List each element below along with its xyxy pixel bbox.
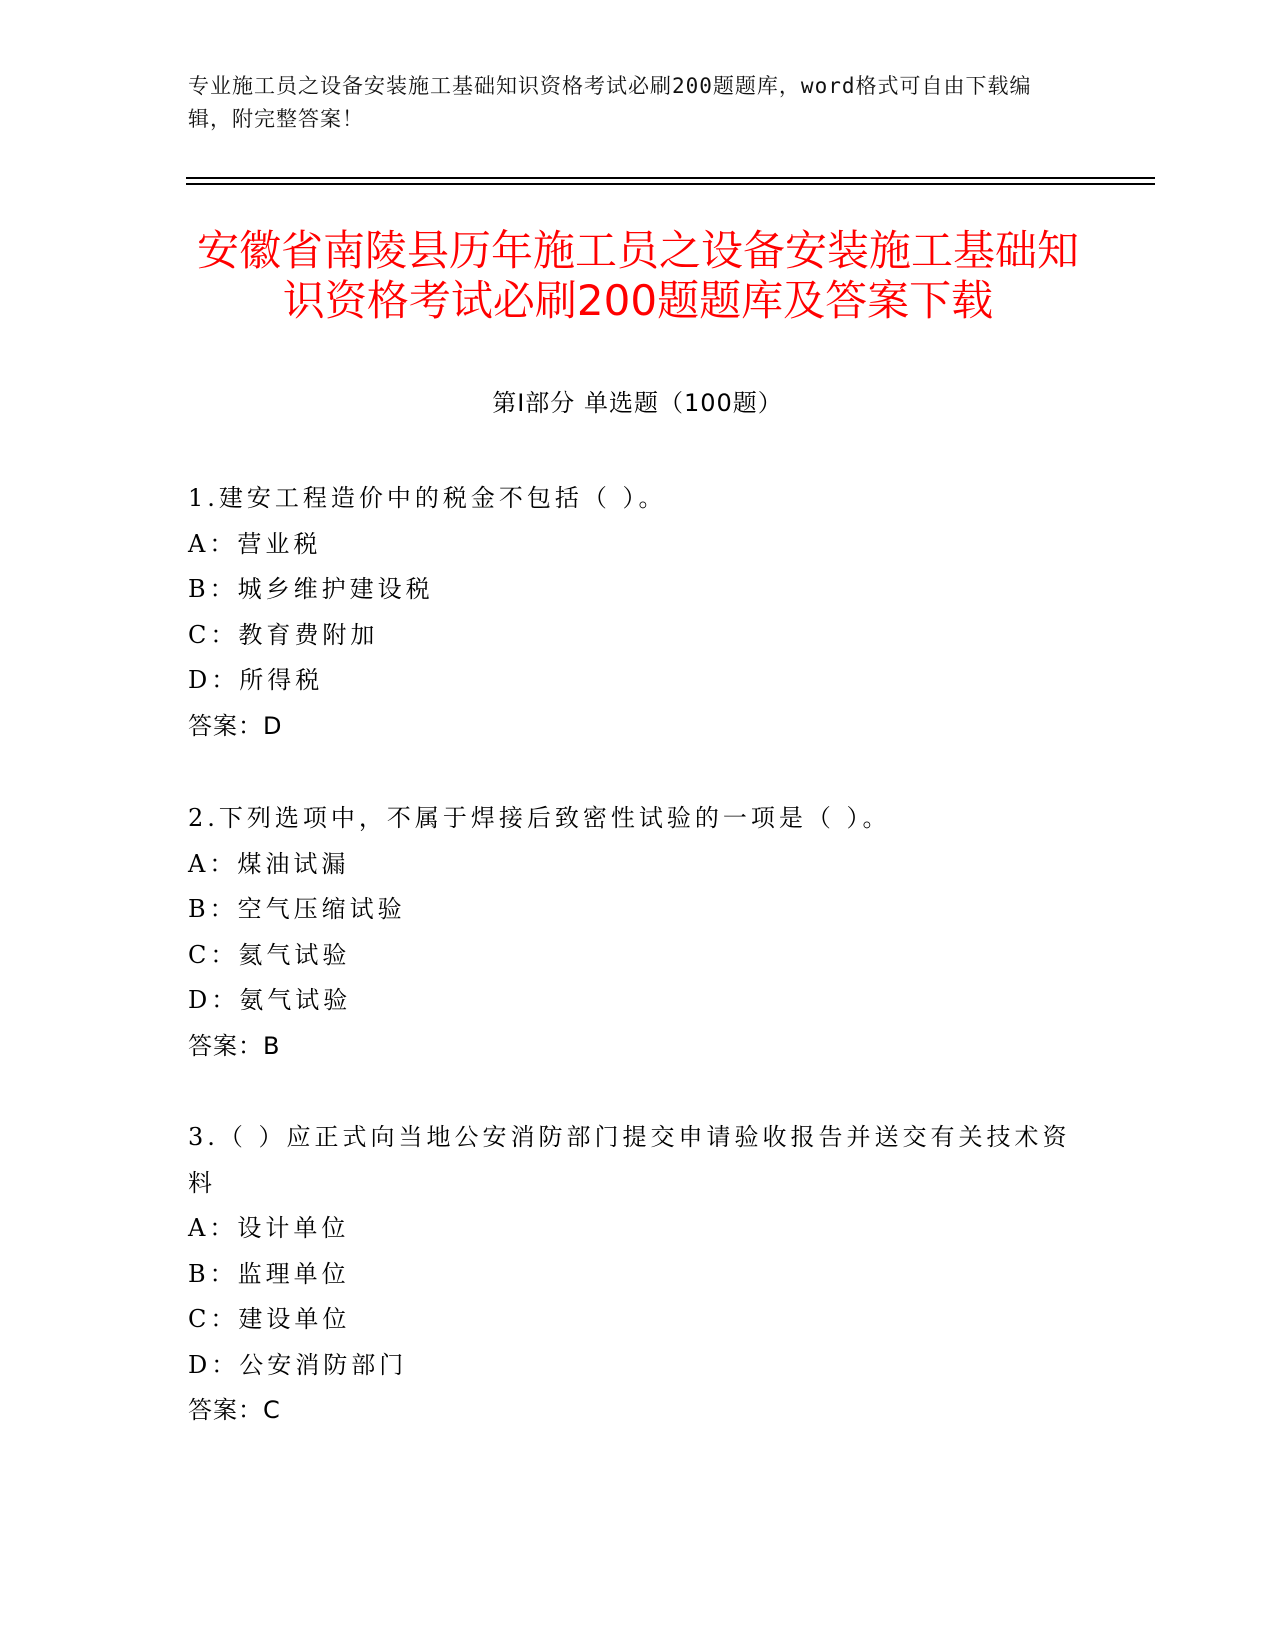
document-title: 安徽省南陵县历年施工员之设备安装施工基础知识资格考试必刷200题题库及答案下载 <box>196 226 1079 325</box>
question-block <box>188 476 1088 749</box>
question-stem: 2.下列选项中，不属于焊接后致密性试验的一项是（ ）。 <box>188 804 891 832</box>
header-note: 专业施工员之设备安装施工基础知识资格考试必刷200题题库，word格式可自由下载编辑，附完整答案！ <box>188 74 1032 131</box>
answer: 答案：D <box>188 711 283 740</box>
question-stem: 1.建安工程造价中的税金不包括（ ）。 <box>188 484 667 512</box>
answer: 答案：C <box>188 1396 281 1424</box>
option-d: D：公安消防部门 <box>188 1350 408 1379</box>
question-block <box>188 1115 1088 1434</box>
header-divider-bottom <box>186 183 1155 185</box>
question-block <box>188 796 1088 1069</box>
option-b: B：监理单位 <box>188 1259 350 1288</box>
question-stem: 3.（ ）应正式向当地公安消防部门提交申请验收报告并送交有关技术资料 <box>188 1123 1071 1197</box>
option-a: A：设计单位 <box>188 1214 350 1242</box>
option-c: C：教育费附加 <box>188 620 379 649</box>
option-c: C：氦气试验 <box>188 940 351 969</box>
option-d: D：氨气试验 <box>188 986 352 1014</box>
option-c: C：建设单位 <box>188 1305 351 1333</box>
option-a: A：煤油试漏 <box>188 849 350 878</box>
option-b: B：城乡维护建设税 <box>188 575 434 603</box>
answer: 答案：B <box>188 1031 281 1060</box>
option-b: B：空气压缩试验 <box>188 895 406 923</box>
section-heading: 第Ⅰ部分 单选题（100题） <box>492 389 783 417</box>
header-divider-top <box>186 177 1155 179</box>
option-a: A：营业税 <box>188 529 322 558</box>
option-d: D：所得税 <box>188 666 324 694</box>
